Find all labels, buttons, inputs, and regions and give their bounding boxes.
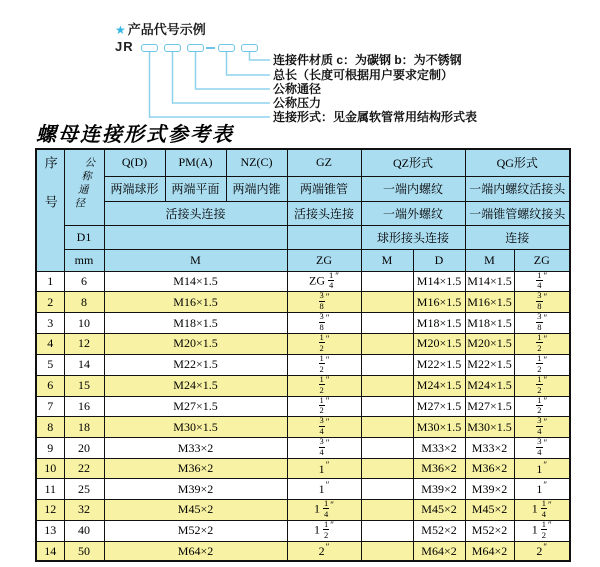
- inch-mark: ″: [548, 520, 552, 531]
- col-header-pma: PM(A): [165, 149, 226, 176]
- table-row: [36, 499, 570, 520]
- m-thread-cell: M39×2: [104, 479, 287, 499]
- dn-cell: 18: [64, 417, 104, 438]
- product-code-prefix: JR: [115, 39, 134, 54]
- qz-d-cell: M18×1.5: [413, 313, 465, 334]
- qz-m-cell: [361, 417, 413, 438]
- fraction: $\frac{3}{4}$: [537, 437, 542, 458]
- qz-d-cell: M30×1.5: [413, 417, 465, 438]
- d1-label: D1: [64, 225, 104, 249]
- dn-cell: 12: [64, 334, 104, 355]
- qg-end-type: 一端内螺纹活接头: [465, 176, 570, 201]
- gz-connection: 活接头连接: [287, 201, 361, 225]
- table-row: [36, 375, 570, 396]
- header-row-codes: [36, 149, 570, 176]
- dn-cell: 14: [64, 354, 104, 375]
- header-row-connection: [36, 201, 570, 225]
- qg-zg-cell: [514, 292, 570, 313]
- inch-mark: ″: [543, 312, 548, 323]
- table-row: [36, 479, 570, 499]
- gz-zg-cell: 1 $\frac{1}{2}$ ″: [287, 520, 361, 541]
- m-thread-cell: M64×2: [104, 541, 287, 561]
- inch-mark: ″: [325, 437, 330, 448]
- qg-zg-cell: 1 $\frac{1}{4}$ ″: [514, 499, 570, 520]
- col-header-qg: QG形式: [465, 149, 570, 176]
- inch-mark: ″: [335, 271, 339, 282]
- qz-d-cell: M14×1.5: [413, 271, 465, 292]
- inch-mark: ″: [330, 520, 334, 531]
- gz-zg-cell: [287, 375, 361, 396]
- table-body: [36, 271, 570, 561]
- dn-cell: 10: [64, 313, 104, 334]
- fraction: $\frac{1}{2}$: [537, 375, 542, 395]
- m-thread-cell: M22×1.5: [104, 354, 287, 375]
- inch-mark: ″: [325, 312, 330, 323]
- qz-d-cell: M45×2: [413, 499, 465, 520]
- fraction: $\frac{1}{4}$: [541, 499, 546, 519]
- inch-mark: ″: [543, 542, 548, 552]
- qz-d-cell: M24×1.5: [413, 375, 465, 396]
- qz-m-cell: [361, 479, 413, 499]
- qg-m-cell: M20×1.5: [465, 334, 514, 355]
- col-header-qd: Q(D): [104, 149, 165, 176]
- seq-cell: 8: [36, 417, 64, 438]
- qg-zg-cell: [514, 375, 570, 396]
- table-row: [36, 313, 570, 334]
- qz-d-cell: M52×2: [413, 520, 465, 541]
- dn-cell: 40: [64, 520, 104, 541]
- qg-m-cell: M24×1.5: [465, 375, 514, 396]
- m-thread-cell: M52×2: [104, 520, 287, 541]
- gz-zg-cell: [287, 354, 361, 375]
- table-row: [36, 417, 570, 438]
- qz-d-cell: M64×2: [413, 541, 465, 561]
- fraction: $\frac{1}{2}$: [319, 354, 324, 374]
- fraction: $\frac{3}{4}$: [319, 437, 324, 458]
- inch-mark: ″: [325, 396, 330, 407]
- seq-cell: 12: [36, 499, 64, 520]
- inch-mark: ″: [325, 354, 330, 365]
- qz-d-cell: M33×2: [413, 438, 465, 459]
- m-thread-cell: M36×2: [104, 459, 287, 479]
- qg-m-cell: M22×1.5: [465, 354, 514, 375]
- qz-d-cell: M27×1.5: [413, 396, 465, 417]
- m-thread-cell: M24×1.5: [104, 375, 287, 396]
- inch-mark: ″: [543, 292, 548, 303]
- col-header-gz: GZ: [287, 149, 361, 176]
- table-row: [36, 334, 570, 355]
- qg-zg-cell: 2″: [514, 541, 570, 561]
- pma-end-type: 两端平面: [165, 176, 226, 201]
- qz-end-type-2: 一端外螺纹: [361, 201, 465, 225]
- seq-cell: 6: [36, 375, 64, 396]
- inch-mark: ″: [325, 459, 330, 470]
- qz-m-cell: [361, 541, 413, 561]
- qg-col-m: M: [465, 249, 514, 271]
- qg-m-cell: M64×2: [465, 541, 514, 561]
- qz-m-cell: [361, 354, 413, 375]
- code-label-length: 总长（长度可根据用户要求定制）: [273, 68, 454, 82]
- qz-d-cell: M39×2: [413, 479, 465, 499]
- qz-m-cell: [361, 499, 413, 520]
- fraction: $\frac{3}{8}$: [319, 291, 324, 312]
- qg-zg-cell: 1″: [514, 459, 570, 479]
- fraction: $\frac{1}{2}$: [537, 333, 542, 353]
- inch-mark: ″: [543, 396, 548, 407]
- blank-cell: [104, 225, 287, 249]
- m-thread-label: M: [104, 249, 287, 271]
- dn-cell: 20: [64, 438, 104, 459]
- gz-zg-cell: [287, 417, 361, 438]
- gz-zg-cell: 1 $\frac{1}{4}$ ″: [287, 499, 361, 520]
- qz-d-cell: M20×1.5: [413, 334, 465, 355]
- qz-m-cell: [361, 520, 413, 541]
- m-thread-cell: M14×1.5: [104, 271, 287, 292]
- fraction: $\frac{3}{4}$: [537, 416, 542, 437]
- gz-zg-cell: [287, 292, 361, 313]
- qz-m-cell: [361, 313, 413, 334]
- product-code-heading-text: 产品代号示例: [127, 22, 206, 37]
- inch-mark: ″: [325, 333, 330, 344]
- qg-zg-cell: 1 $\frac{1}{2}$ ″: [514, 520, 570, 541]
- dn-cell: 16: [64, 396, 104, 417]
- fraction: $\frac{3}{8}$: [537, 312, 542, 333]
- qg-m-cell: M33×2: [465, 438, 514, 459]
- seq-cell: 10: [36, 459, 64, 479]
- inch-mark: ″: [543, 480, 548, 491]
- col-header-qz: QZ形式: [361, 149, 465, 176]
- qz-m-cell: [361, 459, 413, 479]
- inch-mark: ″: [325, 542, 330, 552]
- fraction: $\frac{3}{8}$: [319, 312, 324, 333]
- fraction: $\frac{1}{4}$: [329, 271, 334, 291]
- seq-cell: 14: [36, 541, 64, 561]
- seq-cell: 3: [36, 313, 64, 334]
- star-icon: ★: [115, 23, 126, 37]
- m-thread-cell: M27×1.5: [104, 396, 287, 417]
- gz-thread-label: ZG: [287, 249, 361, 271]
- qg-m-cell: M52×2: [465, 520, 514, 541]
- table-title: 螺母连接形式参考表: [36, 124, 234, 146]
- qg-zg-cell: [514, 334, 570, 355]
- code-label-material: 连接件材质 c：为碳钢 b：为不锈钢: [273, 53, 462, 67]
- inch-mark: ″: [548, 499, 552, 510]
- qg-m-cell: M39×2: [465, 479, 514, 499]
- qz-m-cell: [361, 375, 413, 396]
- qg-zg-cell: [514, 396, 570, 417]
- seq-cell: 13: [36, 520, 64, 541]
- col-header-nzc: NZ(C): [226, 149, 287, 176]
- inch-mark: ″: [325, 480, 330, 491]
- inch-mark: ″: [325, 292, 330, 303]
- table-row: [36, 292, 570, 313]
- seq-cell: 5: [36, 354, 64, 375]
- qg-m-cell: M30×1.5: [465, 417, 514, 438]
- dn-cell: 25: [64, 479, 104, 499]
- qg-m-cell: M16×1.5: [465, 292, 514, 313]
- col-header-dn: 公称通径: [64, 149, 104, 225]
- nut-connection-table: [35, 148, 571, 562]
- qz-d-cell: M16×1.5: [413, 292, 465, 313]
- dn-cell: 6: [64, 271, 104, 292]
- dn-cell: 22: [64, 459, 104, 479]
- table-row: [36, 354, 570, 375]
- header-row-units: [36, 249, 570, 271]
- qz-d-cell: M36×2: [413, 459, 465, 479]
- fraction: $\frac{3}{4}$: [319, 416, 324, 437]
- gz-zg-cell: [287, 396, 361, 417]
- gz-zg-cell: 1″: [287, 459, 361, 479]
- table-row: [36, 459, 570, 479]
- qz-connection: 球形接头连接: [361, 225, 465, 249]
- header-row-end-types: [36, 176, 570, 201]
- m-thread-cell: M18×1.5: [104, 313, 287, 334]
- fraction: $\frac{3}{8}$: [537, 291, 542, 312]
- m-thread-cell: M33×2: [104, 438, 287, 459]
- qg-m-cell: M18×1.5: [465, 313, 514, 334]
- fraction: $\frac{1}{2}$: [324, 520, 329, 540]
- inch-mark: ″: [543, 333, 548, 344]
- qz-m-cell: [361, 396, 413, 417]
- inch-mark: ″: [543, 437, 548, 448]
- seq-cell: 1: [36, 271, 64, 292]
- seq-cell: 4: [36, 334, 64, 355]
- table-row: [36, 271, 570, 292]
- qz-m-cell: [361, 334, 413, 355]
- m-thread-cell: M30×1.5: [104, 417, 287, 438]
- dn-cell: 8: [64, 292, 104, 313]
- qg-m-cell: M45×2: [465, 499, 514, 520]
- gz-zg-cell: [287, 334, 361, 355]
- fraction: $\frac{1}{4}$: [324, 499, 329, 519]
- qz-col-d: D: [413, 249, 465, 271]
- code-label-pressure: 公称压力: [273, 96, 322, 110]
- qg-zg-cell: [514, 354, 570, 375]
- dn-cell: 15: [64, 375, 104, 396]
- fraction: $\frac{1}{2}$: [537, 396, 542, 416]
- dn-cell: 32: [64, 499, 104, 520]
- gz-zg-cell: [287, 438, 361, 459]
- qg-zg-cell: [514, 271, 570, 292]
- table-row: [36, 541, 570, 561]
- qg-m-cell: M27×1.5: [465, 396, 514, 417]
- fraction: $\frac{1}{2}$: [319, 375, 324, 395]
- gz-end-type: 两端锥管: [287, 176, 361, 201]
- m-thread-cell: M16×1.5: [104, 292, 287, 313]
- qd-end-type: 两端球形: [104, 176, 165, 201]
- unit-label: mm: [64, 249, 104, 271]
- qg-m-cell: M36×2: [465, 459, 514, 479]
- gz-zg-cell: 2″: [287, 541, 361, 561]
- qg-zg-cell: [514, 438, 570, 459]
- col-header-seq: 序号: [36, 149, 64, 271]
- table-row: [36, 520, 570, 541]
- qg-zg-cell: 1″: [514, 479, 570, 499]
- qz-m-cell: [361, 438, 413, 459]
- inch-mark: ″: [543, 375, 548, 386]
- seq-cell: 9: [36, 438, 64, 459]
- inch-mark: ″: [543, 417, 548, 428]
- gz-zg-cell: 1″: [287, 479, 361, 499]
- fraction: $\frac{1}{4}$: [537, 271, 542, 291]
- table-row: [36, 438, 570, 459]
- m-thread-cell: M20×1.5: [104, 334, 287, 355]
- qz-d-cell: M22×1.5: [413, 354, 465, 375]
- qz-col-m: M: [361, 249, 413, 271]
- blank-cell: [287, 225, 361, 249]
- qg-m-cell: M14×1.5: [465, 271, 514, 292]
- inch-mark: ″: [543, 271, 548, 282]
- qg-zg-cell: [514, 313, 570, 334]
- seq-cell: 11: [36, 479, 64, 499]
- table-header: [36, 149, 570, 271]
- code-label-diameter: 公称通径: [273, 82, 322, 96]
- qg-col-zg: ZG: [514, 249, 570, 271]
- inch-mark: ″: [325, 417, 330, 428]
- inch-mark: ″: [543, 459, 548, 470]
- seq-cell: 7: [36, 396, 64, 417]
- fraction: $\frac{1}{2}$: [541, 520, 546, 540]
- qg-connection: 连接: [465, 225, 570, 249]
- fraction: $\frac{1}{2}$: [537, 354, 542, 374]
- inch-mark: ″: [325, 375, 330, 386]
- inch-mark: ″: [330, 499, 334, 510]
- fraction: $\frac{1}{2}$: [319, 396, 324, 416]
- qz-m-cell: [361, 292, 413, 313]
- gz-zg-cell: ZG $\frac{1}{4}$ ″: [287, 271, 361, 292]
- group-connection: 活接头连接: [104, 201, 287, 225]
- header-row-d1: [36, 225, 570, 249]
- code-label-connection: 连接形式：见金属软管常用结构形式表: [273, 110, 478, 124]
- qz-end-type: 一端内螺纹: [361, 176, 465, 201]
- qz-m-cell: [361, 271, 413, 292]
- table-row: [36, 396, 570, 417]
- qg-end-type-2: 一端锥管螺纹接头: [465, 201, 570, 225]
- nzc-end-type: 两端内锥: [226, 176, 287, 201]
- m-thread-cell: M45×2: [104, 499, 287, 520]
- qg-zg-cell: [514, 417, 570, 438]
- inch-mark: ″: [543, 354, 548, 365]
- gz-zg-cell: [287, 313, 361, 334]
- fraction: $\frac{1}{2}$: [319, 333, 324, 353]
- seq-cell: 2: [36, 292, 64, 313]
- dn-cell: 50: [64, 541, 104, 561]
